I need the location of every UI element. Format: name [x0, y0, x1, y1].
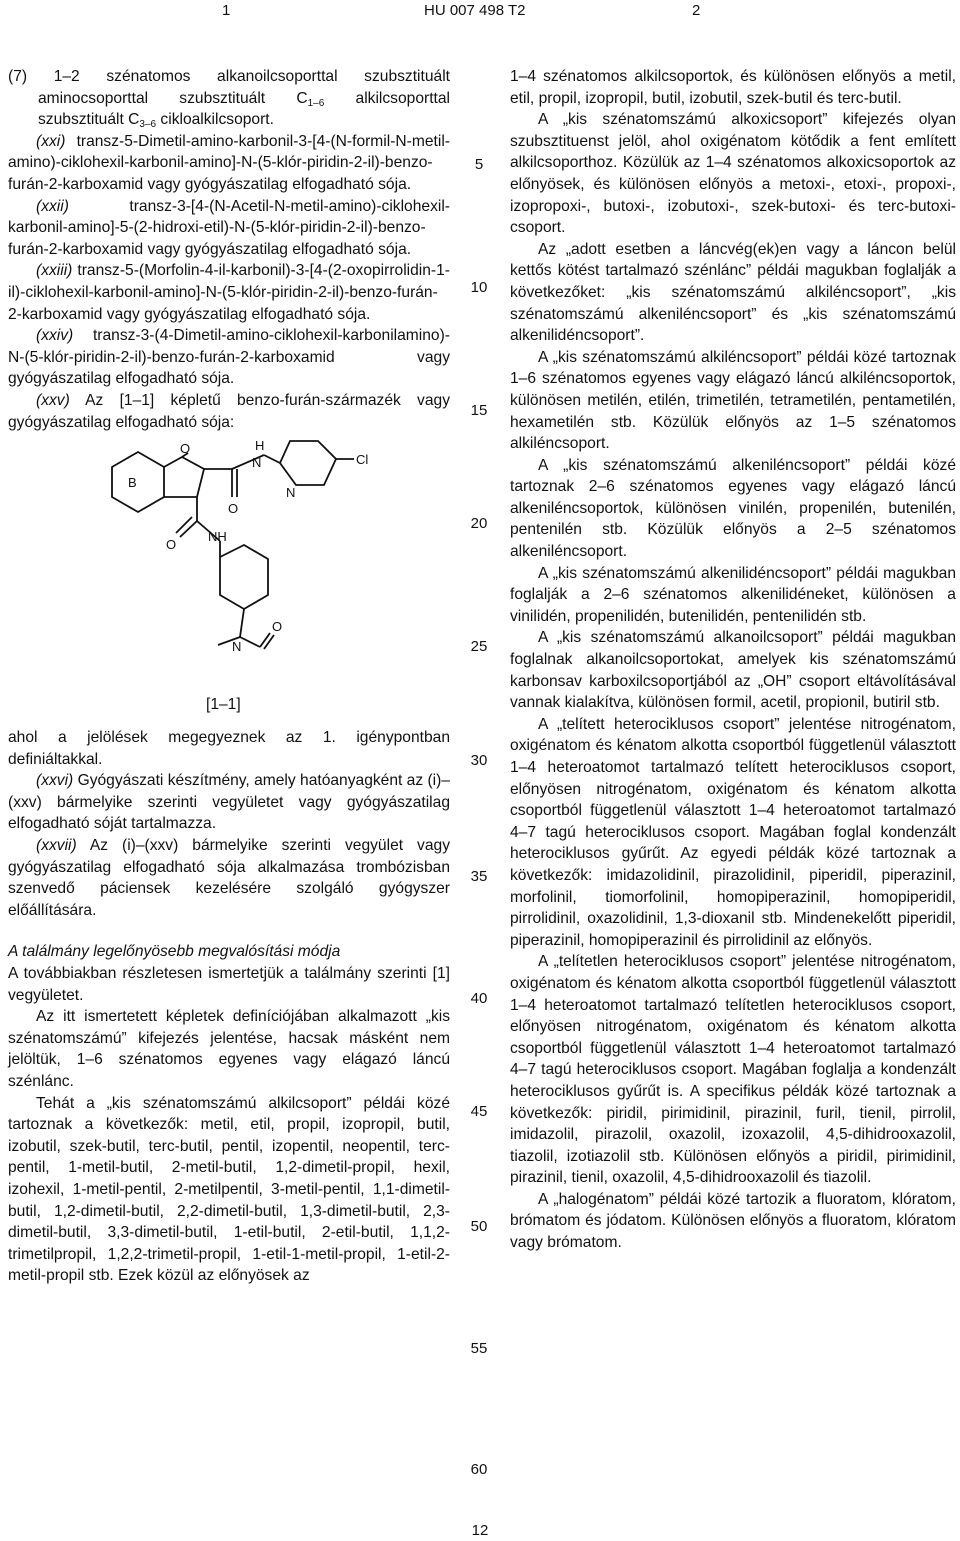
atom-label-cl: Cl: [356, 452, 369, 468]
paragraph-alkyl-preferred: 1–4 szénatomos alkilcsoportok, és különösen előnyös a metil, etil, propil, izopropil, butil, izobutil, szek-butil és terc-butil.: [510, 68, 956, 107]
paragraph-alkenylene: A „kis szénatomszámú alkeniléncsoport” példái közé tartoznak 2–6 szénatomos egyenes vagy elágazó láncú alkeniléncsoportok, különösen vinilén, propenilén, butenilén, pentenilén stb. Közülük előnyös a 2–5 szénatomos alkeniléncsoport.: [510, 456, 956, 561]
line-number: 15: [470, 402, 488, 419]
line-number: 25: [470, 638, 488, 655]
claim-xxi-label: (xxi): [36, 132, 66, 150]
cyclohexane-ring-shape: [220, 545, 268, 609]
claim-7-text-a: (7) 1–2 szénatomos alkanoilcsoporttal szubsztituált aminocsoporttal szubsztituált C: [8, 68, 450, 107]
claim-xxiii: [8, 260, 450, 325]
line-number: 50: [470, 1218, 488, 1235]
paragraph-alkyl-examples: Tehát a „kis szénatomszámú alkilcsoport” példái közé tartoznak a következők: metil, etil, propil, izopropil, butil, izobutil, szek-butil, terc-butil, pentil, izopentil, neopentil, terc-pentil, 1-metil-butil, 2-metil-butil, 1,2-dimetil-propil, hexil, izohexil, 1-metil-pentil, 2-metilpentil, 3-metil-pentil, 1,1-dimetil-butil, 1,2-dimetil-butil, 2,2-dimetil-butil, 1,3-dimetil-butil, 2,3-dimetil-butil, 3,3-dimetil-butil, 1-etil-butil, 2-etil-butil, 1,1,2-trimetilpropil, 1,2,2-trimetil-propil, 1-etil-1-metil-propil, 1-etil-2-metil-propil stb. Ezek közül az előnyösek az: [8, 1094, 450, 1285]
atom-label-carbonyl-o-2: O: [166, 537, 177, 553]
line-number: 20: [470, 515, 488, 532]
claim-xxvi: [8, 770, 450, 835]
claim-xxii-text: transz-3-[4-(N-Acetil-N-metil-amino)-ciklohexil-karbonil-amino]-5-(2-hidroxi-etil)-N-(5-klór-piridin-2-il)-benzo-furán-2-karboxamid vagy gyógyászatilag elfogadható sója.: [8, 197, 450, 258]
paragraph-unsaturated-heterocycle: A „telítetlen heterociklusos csoport” jelentése nitrogénatom, oxigénatom és kénatom alkotta csoportból függetlenül választott 1–4 heteroatomot tartalmazó telítetlen heterociklusos csoport, előnyösen nitrogénatom, oxigénatom és kénatom alkotta csoportból függetlenül választott 1–4 heteroatomot tartalmazó 4–7 tagú heterociklusos csoport. Magában foglalja a kondenzált heterociklusos gyűrűt is. A specifikus példák közé tartoznak a következők: piridil, pirimidinil, pirazinil, furil, tienil, pirrolil, imidazolil, pirazolil, oxazolil, izoxazolil, 4,5-dihidrooxazolil, tiazolil, izotiazolil stb. Különösen előnyös a piridil, pirimidinil, pirazinil, tienil, oxazolil, 4,5-dihidrooxazolil és tiazolil.: [510, 953, 956, 1187]
claim-xxiv-text: transz-3-(4-Dimetil-amino-ciklohexil-karbonilamino)-N-(5-klór-piridin-2-il)-benzo-furán-2-karboxamid vagy gyógyászatilag elfogadható sója.: [8, 327, 450, 388]
claim-xxvii: [8, 835, 450, 921]
atom-label-amide-h: H: [255, 438, 265, 454]
atom-label-amide-n: N: [252, 455, 262, 471]
paragraph-definition: Az itt ismertetett képletek definíciójában alkalmazott „kis szénatomszámú” kifejezés jelentése, hacsak másként nem jelöltük, 1–6 szénatomos egyenes vagy elágazó láncú szénlánc.: [8, 1008, 450, 1090]
line-number: 10: [470, 279, 488, 296]
claim-xxv-label: (xxv): [36, 391, 70, 409]
paragraph-saturated-heterocycle: A „telített heterociklusos csoport” jelentése nitrogénatom, oxigénatom és kénatom alkotta csoportból függetlenül választott 1–4 heteroatomot tartalmazó telített heterociklusos csoport, előnyösen nitrogénatom, oxigénatom és kénatom alkotta csoportból függetlenül választott 1–4 heteroatomot tartalmazó 4–7 tagú heterociklusos csoport. Magában foglal kondenzált heterociklusos gyűrűt. Az egyedi példák közé tartoznak a következők: imidazolidinil, pirazolidinil, piperidil, piperazinil, morfolinil, tiomorfolinil, homopiperazinil, homopiperidil, pirrolidinil, oxazolidinil, 1,3-dioxanil stb. Mindenekelőtt piperidil, piperazinil, homopiperazinil és pirrolidinil az előnyös.: [510, 715, 956, 949]
atom-label-carbonyl-o: O: [228, 501, 239, 517]
claim-xxiii-label: (xxiii): [36, 262, 73, 280]
page-header: [0, 2, 960, 28]
line-number: 55: [470, 1340, 488, 1357]
right-column: [510, 66, 956, 1254]
paragraph-alkoxy: A „kis szénatomszámú alkoxicsoport” kifejezés olyan szubsztituenst jelöl, ahol oxigénatom kötődik a fent említett alkilcsoporthoz. Közülük az 1–4 szénatomos alkoxicsoportok az előnyösek, és különösen előnyös a metoxi-, etoxi-, propoxi-, izopropoxi-, butoxi-, izobutoxi-, szek-butoxi- és terc-butoxi-csoport.: [510, 111, 956, 237]
claim-xxvi-text: Gyógyászati készítmény, amely hatóanyagként az (i)–(xxv) bármelyike szerinti vegyületet vagy gyógyászatilag elfogadható sóját tartalmazza.: [8, 772, 450, 833]
claim-7-text-b: alkilcsoporttal szubsztituált C: [38, 89, 450, 129]
atom-label-n-formyl: N: [232, 639, 242, 655]
line-number: 40: [470, 990, 488, 1007]
atom-label-nh: NH: [208, 529, 227, 545]
page-footer-number: 12: [471, 1522, 489, 1539]
atom-label-pyridine-n: N: [286, 485, 296, 501]
claim-xxvii-label: (xxvii): [36, 837, 77, 855]
atom-label-formyl-o: O: [272, 619, 283, 635]
figure-caption-text: ahol a jelölések megegyeznek az 1. igénypontban definiáltakkal.: [8, 729, 450, 768]
claim-xxiv-label: (xxiv): [36, 327, 74, 345]
paragraph-halogen: A „halogénatom” példái közé tartozik a fluoratom, klóratom, brómatom és jódatom. Különösen előnyös a fluoratom, klóratom vagy brómatom.: [510, 1190, 956, 1252]
paragraph-alkylene: A „kis szénatomszámú alkiléncsoport” példái közé tartoznak 1–6 szénatomos egyenes vagy elágazó láncú alkiléncsoportok, különösen metilén, etilén, trimetilén, tetrametilén, pentametilén, hexametilén stb. Közülük előnyös az 1–5 szénatomos alkiléncsoport.: [510, 348, 956, 453]
claim-xxii-label: (xxii): [36, 197, 69, 215]
header-left-page-number: 1: [222, 2, 231, 19]
claim-xxi-text: transz-5-Dimetil-amino-karbonil-3-[4-(N-formil-N-metil-amino)-ciklohexil-karbonil-amino]-N-(5-klór-piridin-2-il)-benzo-furán-2-karboxamid vagy gyógyászatilag elfogadható sója.: [8, 132, 450, 193]
claim-7-text-c: cikloalkilcsoport.: [156, 111, 274, 129]
line-number: 45: [470, 1103, 488, 1120]
ring-label-b: B: [128, 475, 137, 491]
pyridine-ring-shape: [280, 441, 336, 485]
claim-item-7: [0, 66, 450, 131]
line-number: 30: [470, 752, 488, 769]
claim-xxv: [8, 390, 450, 433]
line-number: 35: [470, 868, 488, 885]
line-number: 60: [470, 1461, 488, 1478]
section-heading: A találmány legelőnyösebb megvalósítási módja: [8, 943, 341, 961]
atom-label-furan-o: O: [180, 441, 191, 457]
claim-7-subscript-2: 3–6: [139, 119, 157, 131]
benzene-ring-shape: [112, 452, 164, 512]
chemical-structure-figure: [8, 437, 450, 727]
claim-xxiv: [8, 325, 450, 390]
header-patent-number: HU 007 498 T2: [424, 2, 526, 19]
claim-7-subscript-1: 1–6: [307, 97, 325, 109]
paragraph-alkanoyl: A „kis szénatomszámú alkanoilcsoport” példái magukban foglalnak alkanoilcsoportokat, amelyek kis szénatomszámú karbonsav karboxilcsoportjából az „OH” csoport eltávolításával vannak kialakítva, különösen formil, acetil, propionil, butiril stb.: [510, 629, 956, 712]
claim-xxii: [8, 196, 450, 261]
claim-xxv-text: Az [1–1] képletű benzo-furán-származék vagy gyógyászatilag elfogadható sója:: [8, 391, 450, 431]
chemical-structure-drawing: [92, 437, 392, 687]
paragraph-intro: A továbbiakban részletesen ismertetjük a találmány szerinti [1] vegyületet.: [8, 965, 450, 1004]
line-number: 5: [474, 156, 484, 173]
paragraph-alkenylidene: A „kis szénatomszámú alkenilidéncsoport” példái magukban foglalják a 2–6 szénatomos alkenilidéneket, különösen a vinilidén, propenilidén, butenilidén, pentenilidén stb.: [510, 564, 956, 625]
furan-ring-shape: [164, 457, 204, 497]
claim-xxvi-label: (xxvi): [36, 772, 74, 790]
claim-xxiii-text: transz-5-(Morfolin-4-il-karbonil)-3-[4-(2-oxopirrolidin-1-il)-ciklohexil-karbonil-amino]-N-(5-klór-piridin-2-il)-benzo-furán-2-karboxamid vagy gyógyászatilag elfogadható sója.: [8, 262, 450, 323]
claim-xxvii-text: Az (i)–(xxv) bármelyike szerinti vegyület vagy gyógyászatilag elfogadható sója alkalmazása trombózisban szenvedő páciensek kezelésére szolgáló gyógyszer előállítására.: [8, 837, 450, 919]
left-column: [8, 66, 450, 1287]
figure-label: [1–1]: [206, 696, 241, 714]
paragraph-carbon-chain: Az „adott esetben a láncvég(ek)en vagy a láncon belül kettős kötést tartalmazó szénlánc” példái magukban foglalják a következőket: „kis szénatomszámú alkiléncsoport”, „kis szénatomszámú alkeniléncsoport” és „kis szénatomszámú alkenilidéncsoport”.: [510, 240, 956, 345]
claim-xxi: [8, 131, 450, 196]
spacer: [8, 921, 450, 929]
header-right-page-number: 2: [692, 2, 701, 19]
